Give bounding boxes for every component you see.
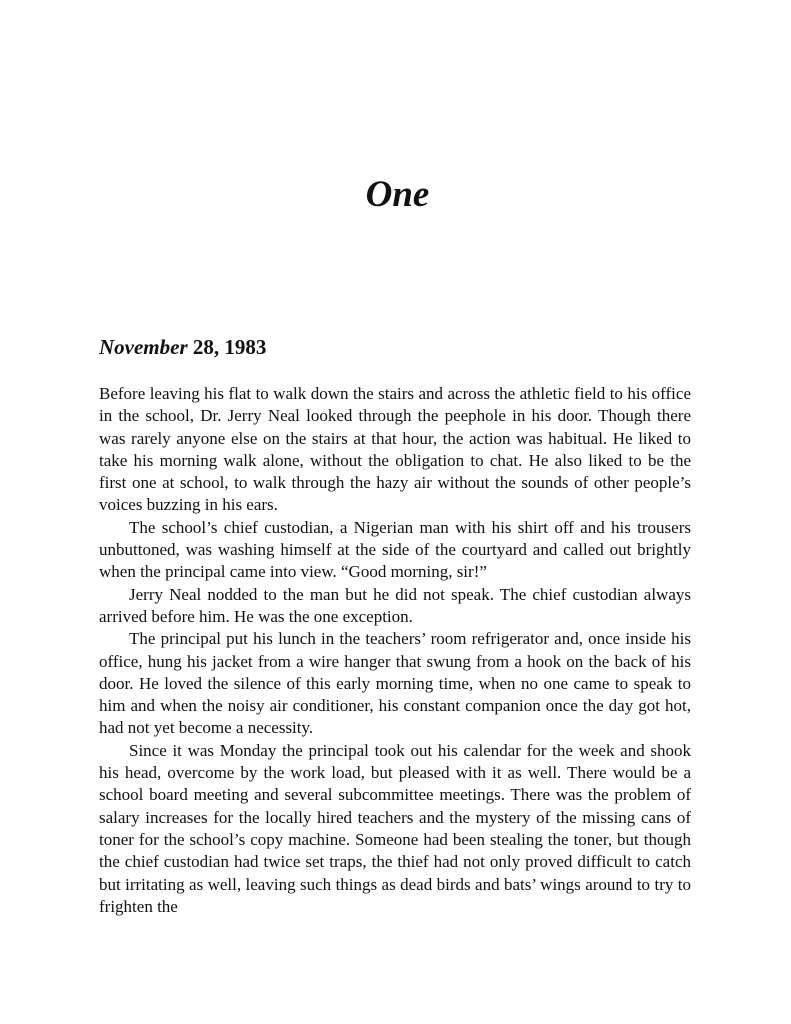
paragraph: The principal put his lunch in the teachers’ room refrigerator and, once inside his office, hung his jacket from a wire hanger that swung from a hook on the back of his door. He loved the silence of this early morning time, when no one came to speak to him and when the noisy air conditioner, his constant companion once the day got hot, had not yet become a necessity. bbox=[99, 629, 691, 738]
date-heading bbox=[99, 334, 266, 360]
paragraph: Since it was Monday the principal took out his calendar for the week and shook his head, overcome by the work load, but pleased with it as well. There would be a school board meeting and several subcommittee meetings. There was the problem of salary increases for the locally hired teachers and the mystery of the missing cans of toner for the school’s copy machine. Someone had been stealing the toner, but though the chief custodian had twice set traps, the thief had not only proved difficult to catch but irritating as well, leaving such things as dead birds and bats’ wings around to try to frighten the bbox=[99, 740, 691, 916]
body-text bbox=[99, 383, 691, 918]
date-month: November bbox=[99, 335, 188, 359]
paragraph: Jerry Neal nodded to the man but he did not speak. The chief custodian always arrived before him. He was the one exception. bbox=[99, 584, 691, 626]
paragraph: The school’s chief custodian, a Nigerian man with his shirt off and his trousers unbuttoned, was washing himself at the side of the courtyard and called out brightly when the principal came into view. “Good morning, sir!” bbox=[99, 517, 691, 582]
paragraph: Before leaving his flat to walk down the stairs and across the athletic field to his office in the school, Dr. Jerry Neal looked through the peephole in his door. Though there was rarely anyone else on the stairs at that hour, the action was habitual. He liked to take his morning walk alone, without the obligation to chat. He also liked to be the first one at school, to walk through the hazy air without the sounds of other people’s voices buzzing in his ears. bbox=[99, 384, 691, 515]
chapter-title: One bbox=[365, 174, 430, 215]
date-day-year: 28, 1983 bbox=[187, 335, 267, 359]
